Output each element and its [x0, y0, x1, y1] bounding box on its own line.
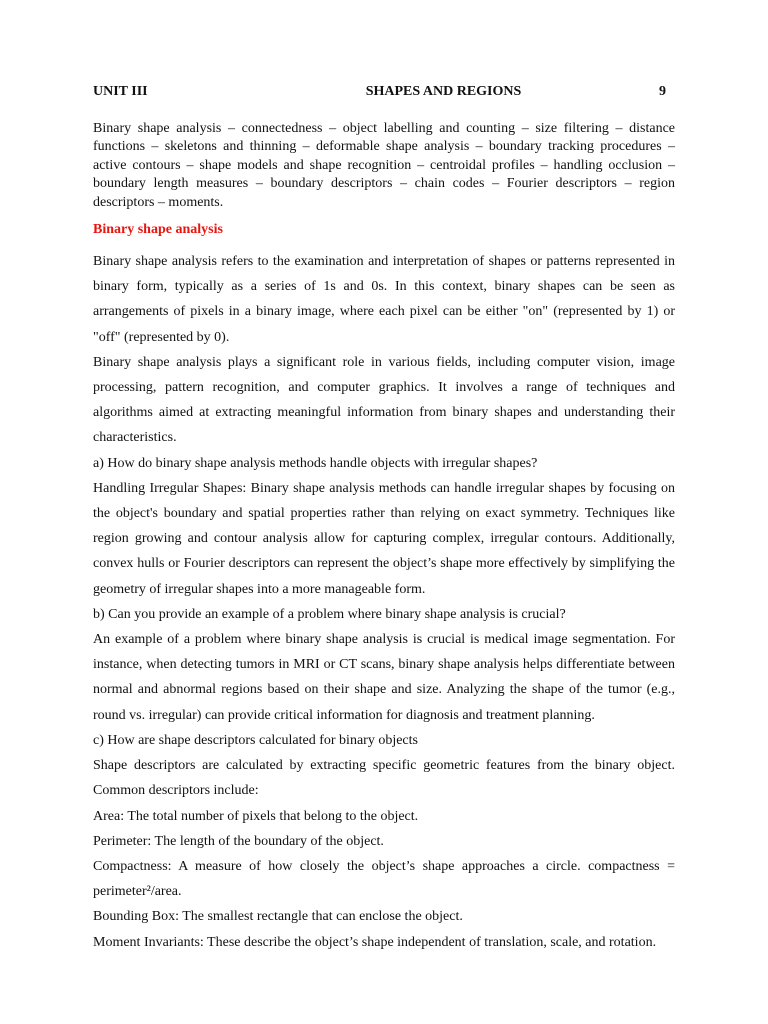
chapter-title: SHAPES AND REGIONS [365, 84, 522, 99]
question-b: b) Can you provide an example of a problem where binary shape analysis is crucial? [93, 606, 566, 622]
paragraph-significance: Binary shape analysis plays a significant role in various fields, including computer vision, image processing, pattern recognition, and computer graphics. It involves a range of techniques and algorithms aimed at extracting meaningful information from binary shapes and understanding their characteristics. [93, 354, 675, 446]
syllabus-paragraph: Binary shape analysis – connectedness – object labelling and counting – size filtering – distance functions – skeletons and thinning – deformable shape analysis – boundary tracking procedures – active contours – shape models and shape recognition – centroidal profiles – handling occlusion – boundary length measures – boundary descriptors – chain codes – Fourier descriptors – region descriptors – moments. [93, 121, 675, 210]
answer-a: Handling Irregular Shapes: Binary shape analysis methods can handle irregular shapes by focusing on the object's boundary and spatial properties rather than relying on exact symmetry. Techniques like region growing and contour analysis allow for capturing complex, irregular contours. Additionally, convex hulls or Fourier descriptors can represent the object’s shape more effectively by simplifying the geometry of irregular shapes into a more manageable form. [93, 480, 675, 597]
answer-c: Shape descriptors are calculated by extracting specific geometric features from the binary object. Common descriptors include: [93, 758, 675, 799]
descriptor-bounding-box: Bounding Box: The smallest rectangle that can enclose the object. [93, 909, 463, 925]
answer-b: An example of a problem where binary shape analysis is crucial is medical image segmentation. For instance, when detecting tumors in MRI or CT scans, binary shape analysis helps differentiate between normal and abnormal regions based on their shape and size. Analyzing the shape of the tumor (e.g., round vs. irregular) can provide critical information for diagnosis and treatment planning. [93, 632, 675, 723]
paragraph-definition: Binary shape analysis refers to the examination and interpretation of shapes or patterns represented in binary form, typically as a series of 1s and 0s. In this context, binary shapes can be seen as arrangements of pixels in a binary image, where each pixel can be either "on" (represented by 1) or "off" (represented by 0). [93, 254, 675, 345]
descriptor-moment-invariants: Moment Invariants: These describe the object’s shape independent of translation, scale, and rotation. [93, 934, 657, 950]
question-a: a) How do binary shape analysis methods handle objects with irregular shapes? [93, 455, 538, 471]
descriptor-perimeter: Perimeter: The length of the boundary of the object. [93, 833, 384, 849]
unit-label: UNIT III [93, 84, 148, 99]
section-heading: Binary shape analysis [93, 222, 223, 238]
page-header [93, 84, 675, 103]
descriptor-area: Area: The total number of pixels that belong to the object. [93, 808, 419, 824]
descriptor-compactness: Compactness: A measure of how closely the object’s shape approaches a circle. compactness = perimeter²/area. [93, 858, 675, 900]
page-number: 9 [659, 84, 666, 99]
question-c: c) How are shape descriptors calculated for binary objects [93, 732, 418, 748]
